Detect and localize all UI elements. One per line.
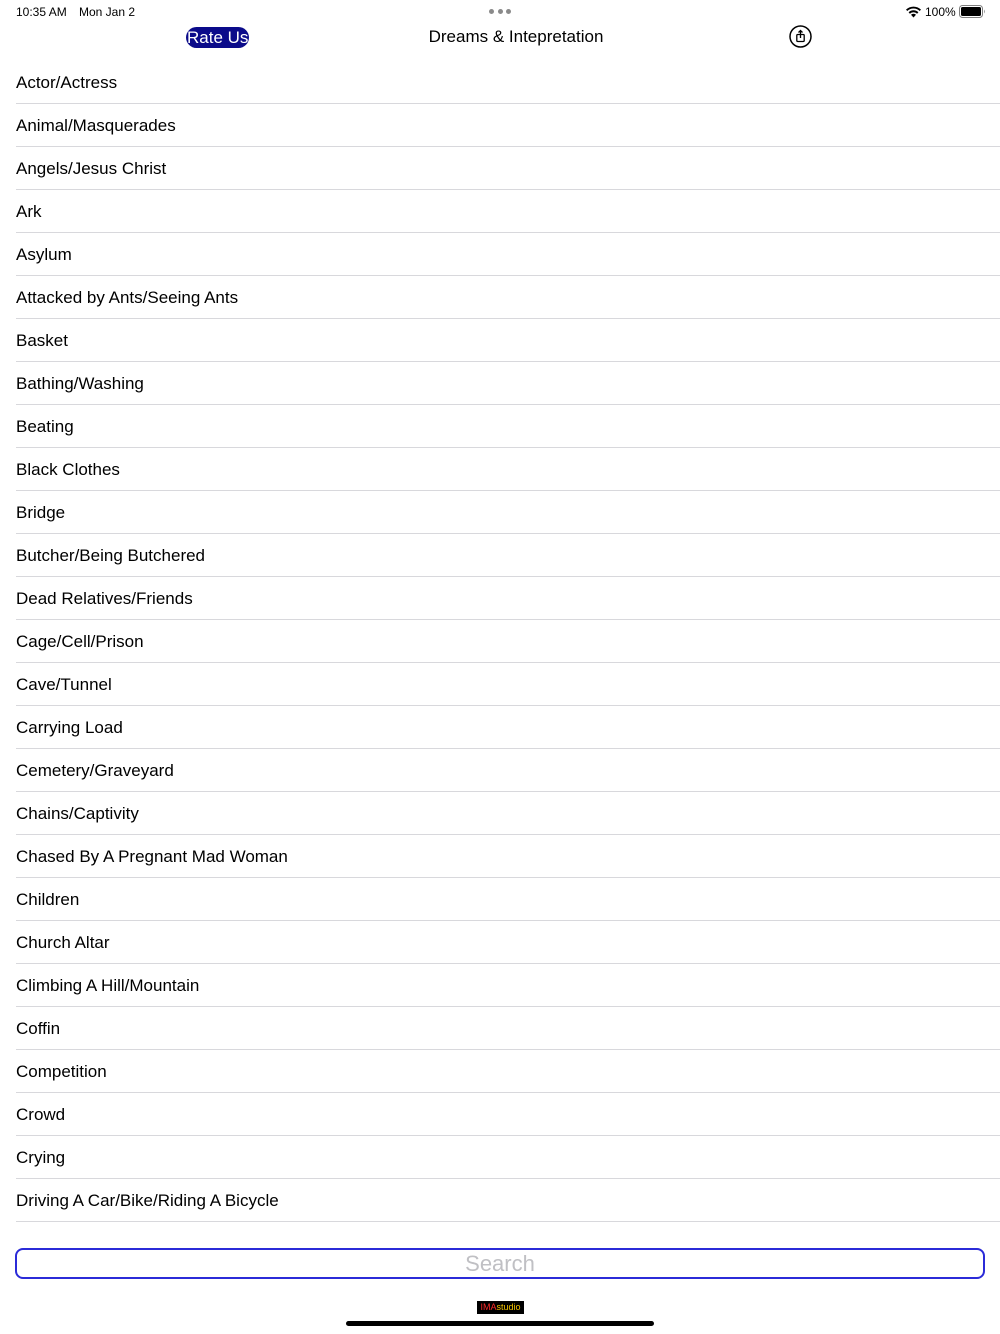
list-item[interactable]: Cage/Cell/Prison	[16, 620, 1000, 663]
list-item[interactable]: Driving A Car/Bike/Riding A Bicycle	[16, 1179, 1000, 1222]
list-item[interactable]: Basket	[16, 319, 1000, 362]
navigation-bar	[0, 24, 1000, 60]
search-input[interactable]	[15, 1248, 985, 1279]
list-item[interactable]: Children	[16, 878, 1000, 921]
list-item[interactable]: Ark	[16, 190, 1000, 233]
list-item[interactable]: Climbing A Hill/Mountain	[16, 964, 1000, 1007]
logo-text-studio: studio	[496, 1302, 521, 1312]
list-item[interactable]: Crying	[16, 1136, 1000, 1179]
rate-us-button[interactable]: Rate Us	[187, 28, 249, 47]
list-item[interactable]: Cemetery/Graveyard	[16, 749, 1000, 792]
list-item[interactable]: Church Altar	[16, 921, 1000, 964]
multitasking-dots-icon[interactable]	[489, 9, 511, 15]
list-item[interactable]: Carrying Load	[16, 706, 1000, 749]
list-item[interactable]: Competition	[16, 1050, 1000, 1093]
list-item[interactable]: Chased By A Pregnant Mad Woman	[16, 835, 1000, 878]
list-item[interactable]: Beating	[16, 405, 1000, 448]
battery-icon	[959, 5, 986, 18]
list-item[interactable]: Cave/Tunnel	[16, 663, 1000, 706]
list-item[interactable]: Actor/Actress	[16, 61, 1000, 104]
wifi-icon	[905, 5, 922, 18]
logo-text-ima: IMA	[480, 1302, 497, 1312]
list-item[interactable]: Animal/Masquerades	[16, 104, 1000, 147]
page-title: Dreams & Intepretation	[428, 27, 604, 46]
home-indicator[interactable]	[346, 1321, 654, 1326]
status-bar	[0, 0, 1000, 24]
imastudio-logo	[477, 1301, 524, 1314]
list-item[interactable]: Bridge	[16, 491, 1000, 534]
list-item[interactable]: Butcher/Being Butchered	[16, 534, 1000, 577]
list-item[interactable]: Black Clothes	[16, 448, 1000, 491]
battery-percentage: 100%	[925, 5, 956, 19]
list-item[interactable]: Dead Relatives/Friends	[16, 577, 1000, 620]
share-icon[interactable]	[789, 25, 812, 48]
list-item[interactable]: Attacked by Ants/Seeing Ants	[16, 276, 1000, 319]
list-item[interactable]: Angels/Jesus Christ	[16, 147, 1000, 190]
list-item[interactable]: Asylum	[16, 233, 1000, 276]
list-item[interactable]: Bathing/Washing	[16, 362, 1000, 405]
list-item[interactable]: Chains/Captivity	[16, 792, 1000, 835]
list-item[interactable]: Crowd	[16, 1093, 1000, 1136]
list-item[interactable]: Coffin	[16, 1007, 1000, 1050]
status-date: Mon Jan 2	[79, 5, 136, 19]
status-time: 10:35 AM	[16, 5, 67, 19]
dream-topics-list	[16, 61, 1000, 1222]
